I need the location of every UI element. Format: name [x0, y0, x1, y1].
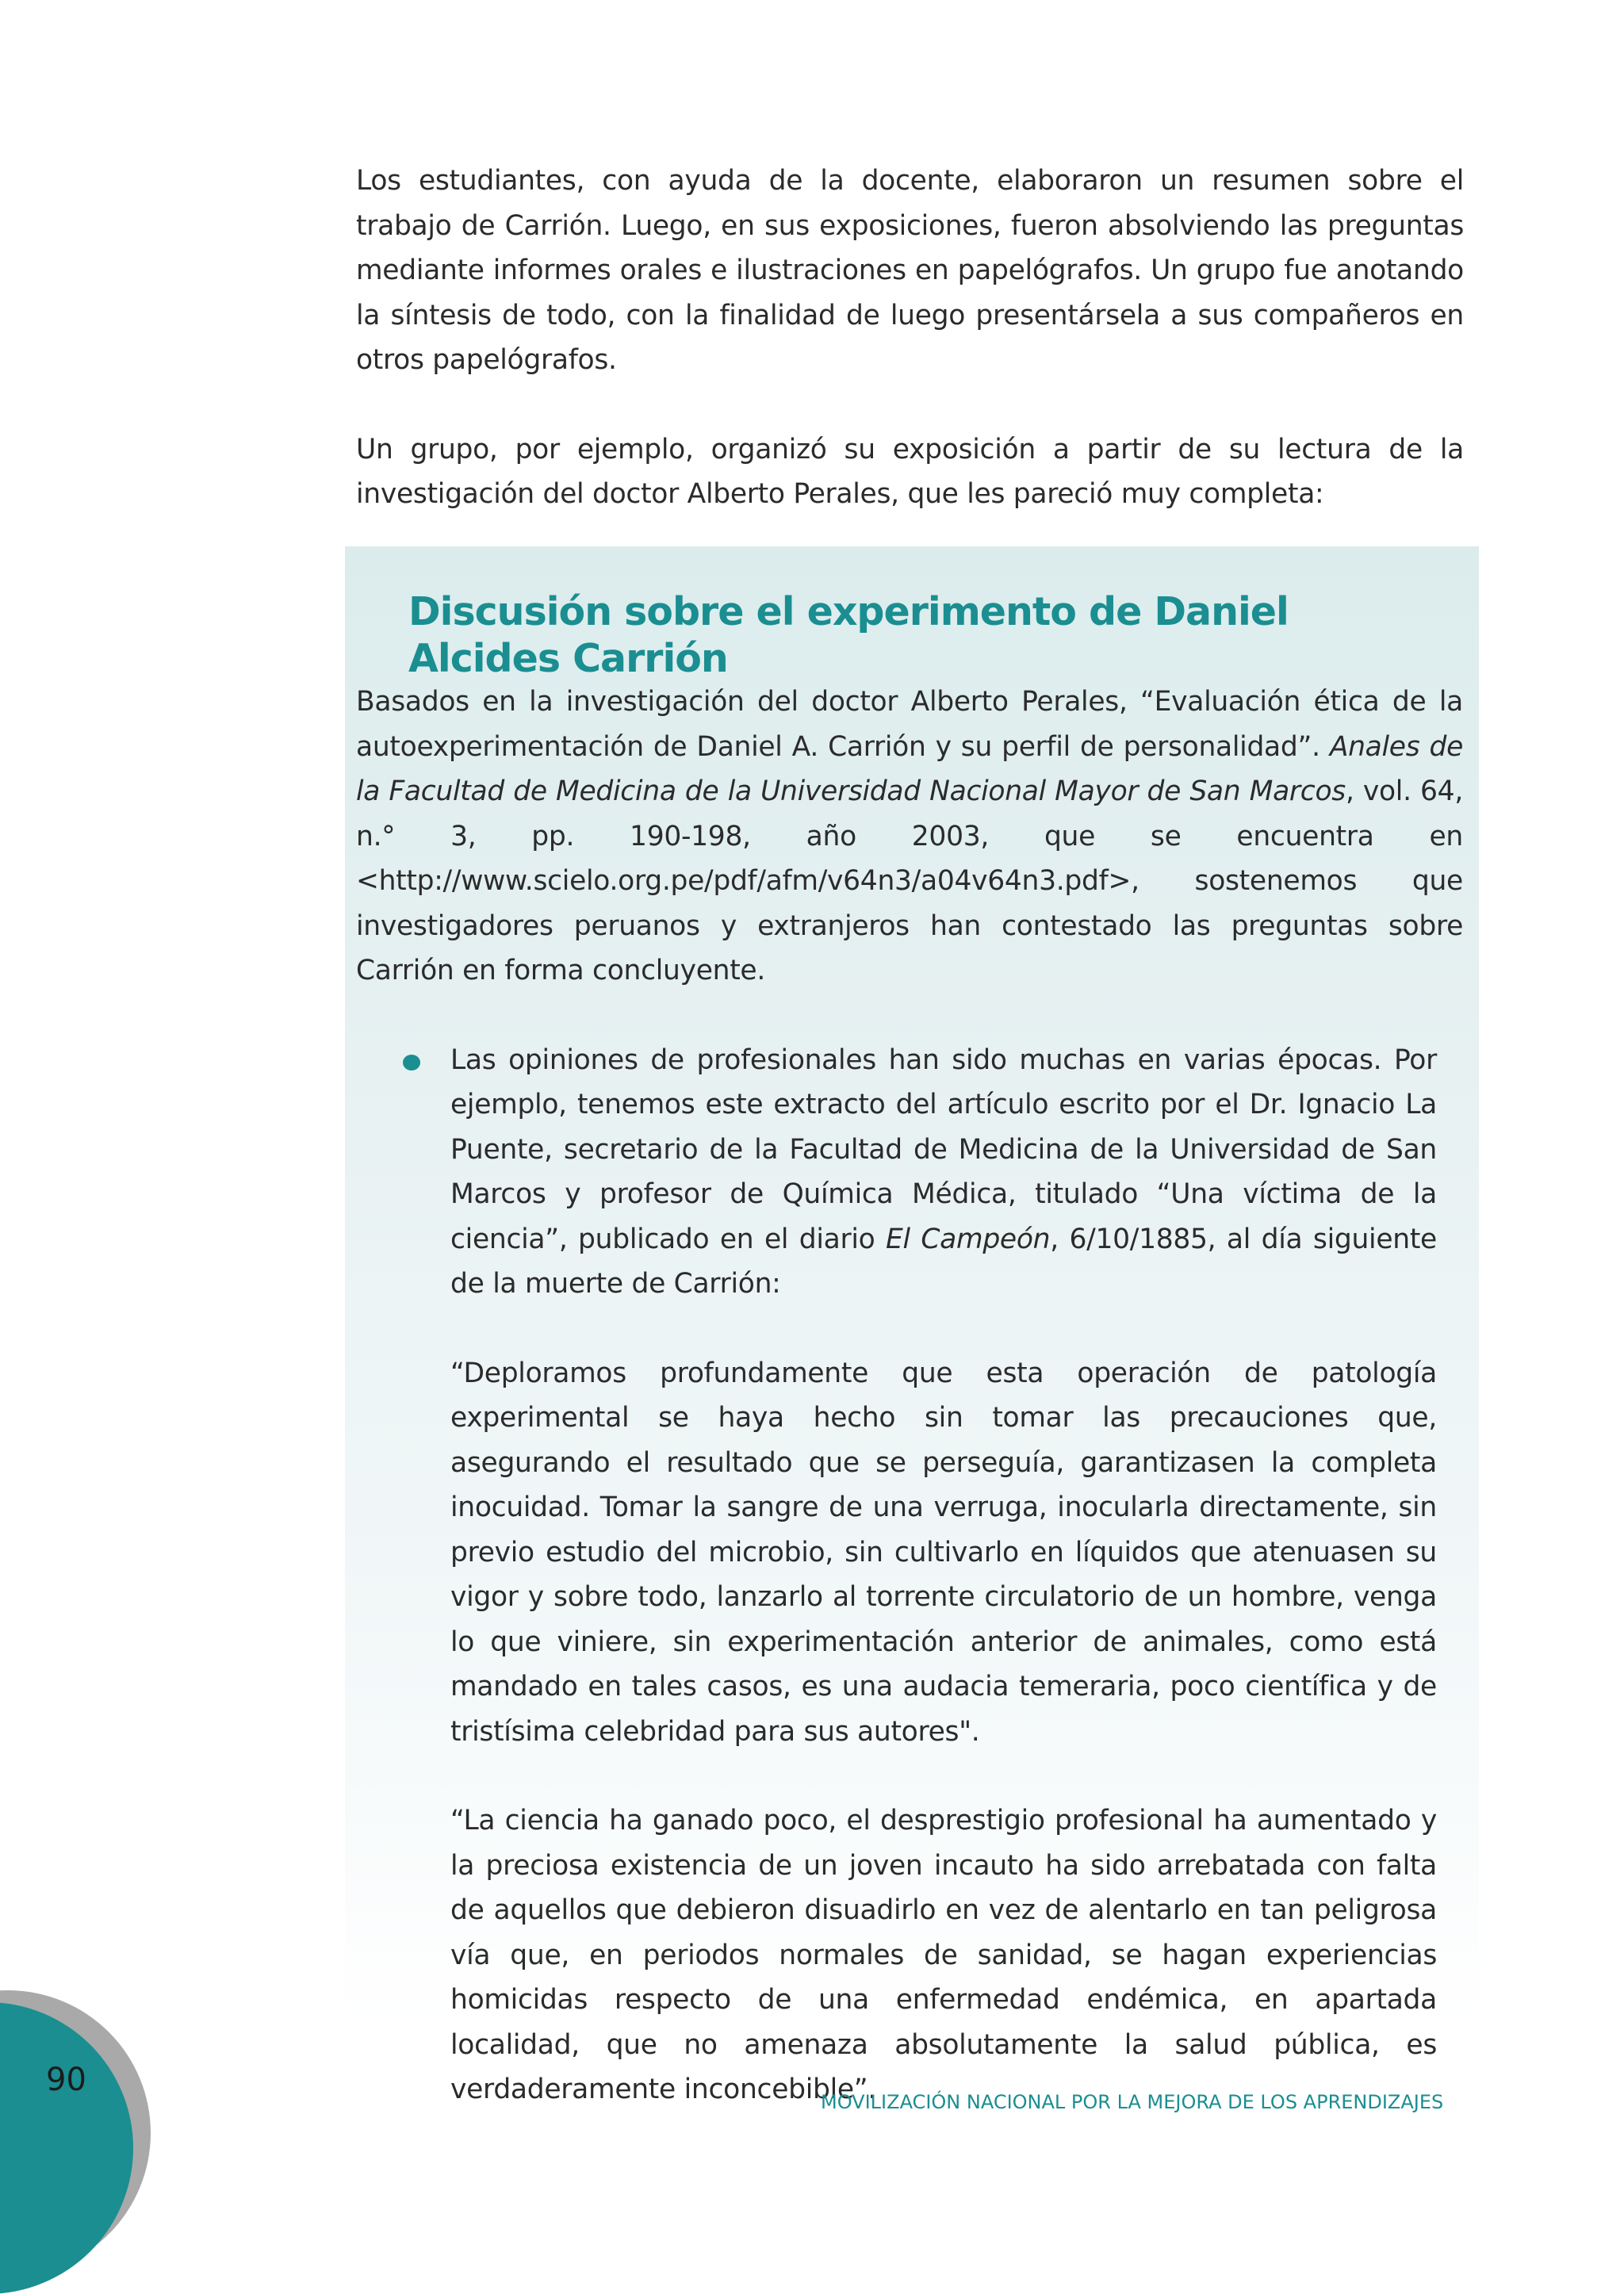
box-title: Discusión sobre el experimento de Daniel Alcides Carrión — [408, 589, 1289, 681]
page-number: 90 — [46, 2062, 86, 2098]
box-body — [356, 680, 1463, 2157]
intro-paragraph-2: Un grupo, por ejemplo, organizó su exposición a partir de su lectura de la investigación del doctor Alberto Perales, que les pareció muy completa: — [356, 433, 1464, 510]
quote-2: “La ciencia ha ganado poco, el desprestigio profesional ha aumentado y la preciosa existencia de un joven incauto ha sido arrebatada con falta de aquellos que debieron disuadirlo en vez de alentarlo en tan peligrosa vía que, en periodos normales de sanidad, se hagan experiencias homicidas respecto de una enfermedad endémica, en apartada localidad, que no amenaza absolutamente la salud pública, es verdaderamente inconcebible”. — [450, 1805, 1437, 2105]
footer-publication-title: MOVILIZACIÓN NACIONAL POR LA MEJORA DE LOS APRENDIZAJES — [821, 2091, 1444, 2113]
intro-paragraph-1: Los estudiantes, con ayuda de la docente, elaboraron un resumen sobre el trabajo de Carrión. Luego, en sus exposiciones, fueron absolviendo las preguntas mediante informes orales e ilustraciones en papelógrafos. Un grupo fue anotando la síntesis de todo, con la finalidad de luego presentársela a sus compañeros en otros papelógrafos. — [356, 165, 1464, 376]
quote-1: “Deploramos profundamente que esta operación de patología experimental se haya hecho sin tomar las precauciones que, asegurando el resultado que se perseguía, garantizasen la completa inocuidad. Tomar la sangre de una verruga, inocularla directamente, sin previo estudio del microbio, sin cultivarlo en líquidos que atenuasen su vigor y sobre todo, lanzarlo al torrente circulatorio de un hombre, venga lo que viniere, sin experimentación anterior de animales, como está mandado en tales casos, es una audacia temeraria, poco científica y de tristísima celebridad para sus autores". — [450, 1357, 1437, 1748]
box-intro-paragraph — [356, 680, 1463, 994]
box-intro-text: Basados en la investigación del doctor Alberto Perales, “Evaluación ética de la autoexperimentación de Daniel A. Carrión y su perfil de personalidad”. — [356, 686, 1463, 763]
bullet-text: Las opiniones de profesionales han sido muchas en varias épocas. Por ejemplo, tenemos este extracto del artículo escrito por el Dr. Ignacio La Puente, secretario de la Facultad de Medicina de la Universidad de San Marcos y profesor de Química Médica, titulado “Una víctima de la ciencia”, publicado en el diario — [450, 1044, 1437, 1255]
bullet-icon — [403, 1055, 420, 1070]
intro-text — [356, 159, 1464, 561]
bullet-item — [450, 1038, 1437, 2112]
box-intro-rest: , vol. 64, n.° 3, pp. 190-198, año 2003, que se encuentra en <http://www.scielo.org.pe/pdf/afm/v64n3/a04v64n3.pdf>, sostenemos que investigadores peruanos y extranjeros han contestado las preguntas sobre Carrión en forma concluyente. — [356, 776, 1463, 986]
bullet-paragraph — [450, 1038, 1437, 1307]
journal-name: Anales de la Facultad de Medicina de la Universidad Nacional Mayor de San Marcos — [356, 730, 1463, 807]
newspaper-name: El Campeón — [886, 1223, 1051, 1255]
bullet-text-rest: , 6/10/1885, al día siguiente de la muerte de Carrión: — [450, 1223, 1437, 1300]
